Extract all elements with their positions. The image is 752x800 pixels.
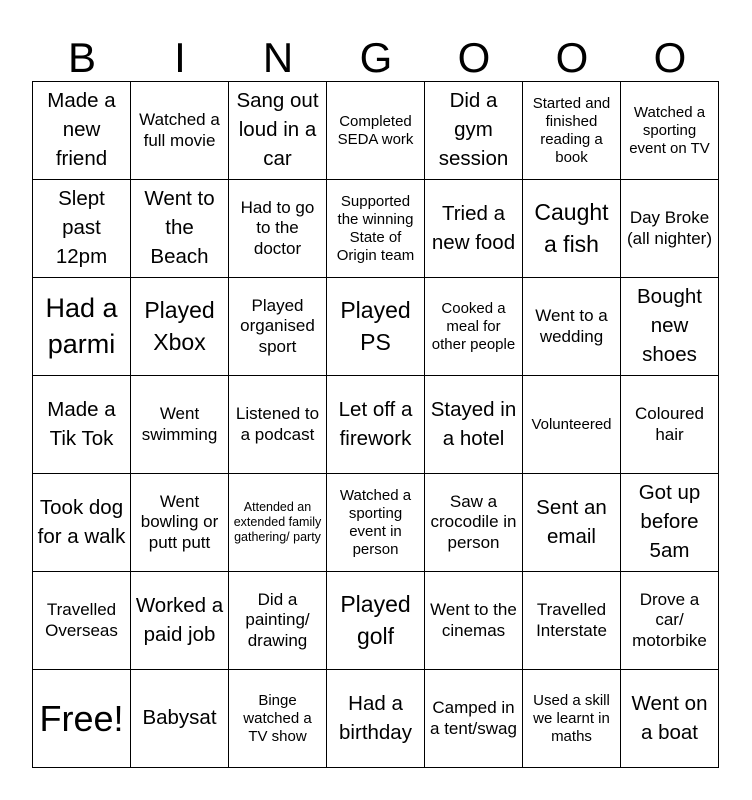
- bingo-cell[interactable]: Stayed in a hotel: [425, 376, 523, 474]
- bingo-cell[interactable]: Saw a crocodile in person: [425, 474, 523, 572]
- free-space-cell[interactable]: Free!: [33, 670, 131, 768]
- header-letter: N: [262, 34, 294, 81]
- bingo-cell[interactable]: Played organised sport: [229, 278, 327, 376]
- bingo-cell[interactable]: Completed SEDA work: [327, 82, 425, 180]
- bingo-cell[interactable]: Went swimming: [131, 376, 229, 474]
- bingo-cell[interactable]: Did a gym session: [425, 82, 523, 180]
- bingo-cell[interactable]: Went to the Beach: [131, 180, 229, 278]
- bingo-cell[interactable]: Used a skill we learnt in maths: [523, 670, 621, 768]
- bingo-cell[interactable]: Went to a wedding: [523, 278, 621, 376]
- bingo-cell[interactable]: Binge watched a TV show: [229, 670, 327, 768]
- bingo-cell[interactable]: Slept past 12pm: [33, 180, 131, 278]
- header-letter: O: [457, 34, 491, 81]
- bingo-cell[interactable]: Tried a new food: [425, 180, 523, 278]
- bingo-cell[interactable]: Did a painting/ drawing: [229, 572, 327, 670]
- bingo-cell[interactable]: Listened to a podcast: [229, 376, 327, 474]
- bingo-cell[interactable]: Took dog for a walk: [33, 474, 131, 572]
- bingo-cell[interactable]: Sang out loud in a car: [229, 82, 327, 180]
- header-letter: G: [359, 34, 393, 81]
- header-letter: O: [653, 34, 687, 81]
- bingo-cell[interactable]: Watched a sporting event on TV: [621, 82, 719, 180]
- bingo-cell[interactable]: Made a Tik Tok: [33, 376, 131, 474]
- bingo-cell[interactable]: Babysat: [131, 670, 229, 768]
- bingo-cell[interactable]: Played golf: [327, 572, 425, 670]
- bingo-cell[interactable]: Watched a full movie: [131, 82, 229, 180]
- header-letter: B: [67, 34, 96, 81]
- bingo-cell[interactable]: Drove a car/ motorbike: [621, 572, 719, 670]
- bingo-cell[interactable]: Had a birthday: [327, 670, 425, 768]
- bingo-cell[interactable]: Coloured hair: [621, 376, 719, 474]
- bingo-cell[interactable]: Travelled Interstate: [523, 572, 621, 670]
- bingo-cell[interactable]: Went on a boat: [621, 670, 719, 768]
- bingo-cell[interactable]: Played Xbox: [131, 278, 229, 376]
- bingo-cell[interactable]: Had to go to the doctor: [229, 180, 327, 278]
- header-letter: I: [174, 34, 186, 81]
- bingo-cell[interactable]: Played PS: [327, 278, 425, 376]
- bingo-cell[interactable]: Worked a paid job: [131, 572, 229, 670]
- bingo-cell[interactable]: Let off a firework: [327, 376, 425, 474]
- bingo-cell[interactable]: Cooked a meal for other people: [425, 278, 523, 376]
- bingo-cell[interactable]: Got up before 5am: [621, 474, 719, 572]
- bingo-cell[interactable]: Day Broke (all nighter): [621, 180, 719, 278]
- bingo-cell[interactable]: Made a new friend: [33, 82, 131, 180]
- bingo-cell[interactable]: Attended an extended family gathering/ party: [229, 474, 327, 572]
- bingo-cell[interactable]: Caught a fish: [523, 180, 621, 278]
- bingo-cell[interactable]: Started and finished reading a book: [523, 82, 621, 180]
- bingo-cell[interactable]: Watched a sporting event in person: [327, 474, 425, 572]
- bingo-cell[interactable]: Bought new shoes: [621, 278, 719, 376]
- bingo-cell[interactable]: Had a parmi: [33, 278, 131, 376]
- bingo-header: [33, 34, 719, 82]
- bingo-grid: [32, 81, 719, 768]
- bingo-cell[interactable]: Went to the cinemas: [425, 572, 523, 670]
- bingo-cell[interactable]: Sent an email: [523, 474, 621, 572]
- bingo-cell[interactable]: Supported the winning State of Origin team: [327, 180, 425, 278]
- bingo-cell[interactable]: Volunteered: [523, 376, 621, 474]
- bingo-cell[interactable]: Camped in a tent/swag: [425, 670, 523, 768]
- bingo-cell[interactable]: Went bowling or putt putt: [131, 474, 229, 572]
- header-letter: O: [555, 34, 589, 81]
- bingo-cell[interactable]: Travelled Overseas: [33, 572, 131, 670]
